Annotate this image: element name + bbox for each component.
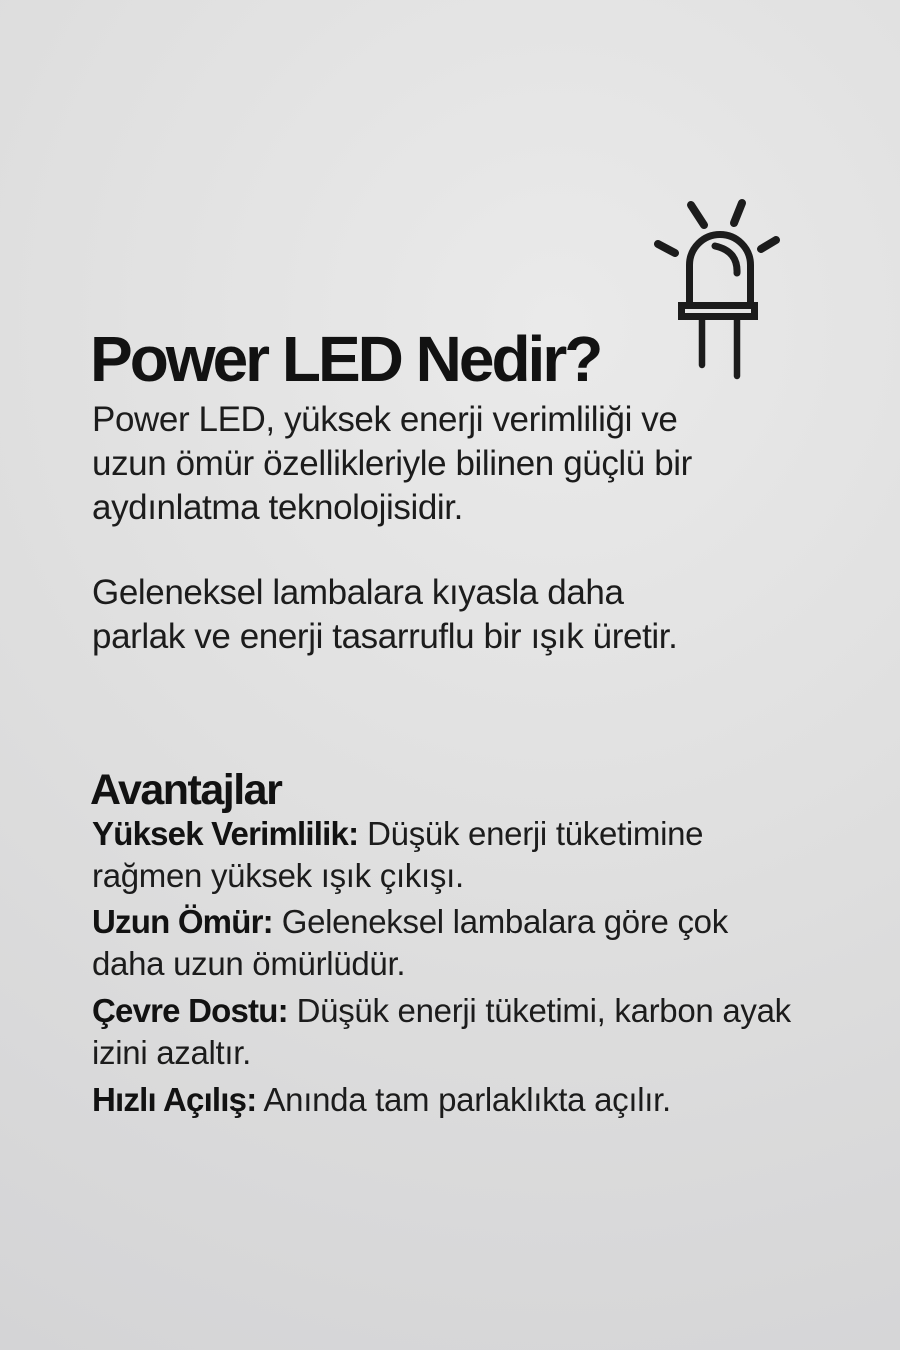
advantage-line (92, 990, 791, 1032)
advantage-line: daha uzun ömürlüdür. (92, 945, 406, 982)
intro-paragraph-1 (92, 398, 692, 530)
paragraph-line: parlak ve enerji tasarruflu bir ışık üretir. (92, 617, 678, 656)
advantage-text: Anında tam parlaklıkta açılır. (256, 1081, 671, 1118)
paragraph-line: aydınlatma teknolojisidir. (92, 488, 463, 527)
advantage-line: izini azaltır. (92, 1034, 252, 1071)
advantages-heading: Avantajlar (90, 765, 282, 814)
advantage-line (92, 901, 728, 943)
intro-paragraph-2 (92, 571, 677, 659)
advantage-line: rağmen yüksek ışık çıkışı. (92, 857, 464, 894)
paragraph-line: uzun ömür özellikleriyle bilinen güçlü bir (92, 444, 692, 483)
advantage-text: Geleneksel lambalara göre çok (272, 903, 728, 940)
advantage-item-instant-on (92, 1079, 671, 1121)
advantage-line (92, 1079, 671, 1121)
ray-upper-right (734, 203, 742, 223)
led-flange (682, 306, 755, 317)
paragraph-line: Geleneksel lambalara kıyasla daha (92, 573, 624, 612)
ray-upper-left (691, 205, 704, 225)
advantage-label: Yüksek Verimlilik: (92, 815, 359, 852)
paragraph-line: Power LED, yüksek enerji verimliliği ve (92, 400, 678, 439)
ray-right (761, 240, 776, 249)
advantage-text: Düşük enerji tüketimine (358, 815, 704, 852)
led-lamp-icon (653, 196, 815, 384)
led-highlight (715, 246, 737, 273)
advantage-item-eco-friendly (92, 990, 791, 1074)
advantage-label: Uzun Ömür: (92, 903, 273, 940)
advantage-item-efficiency (92, 813, 703, 897)
advantage-text: Düşük enerji tüketimi, karbon ayak (287, 992, 791, 1029)
advantage-item-lifespan (92, 901, 728, 985)
advantage-line (92, 813, 703, 855)
ray-left (658, 244, 675, 253)
advantage-label: Çevre Dostu: (92, 992, 288, 1029)
advantage-label: Hızlı Açılış: (92, 1081, 257, 1118)
page-title: Power LED Nedir? (90, 322, 601, 395)
